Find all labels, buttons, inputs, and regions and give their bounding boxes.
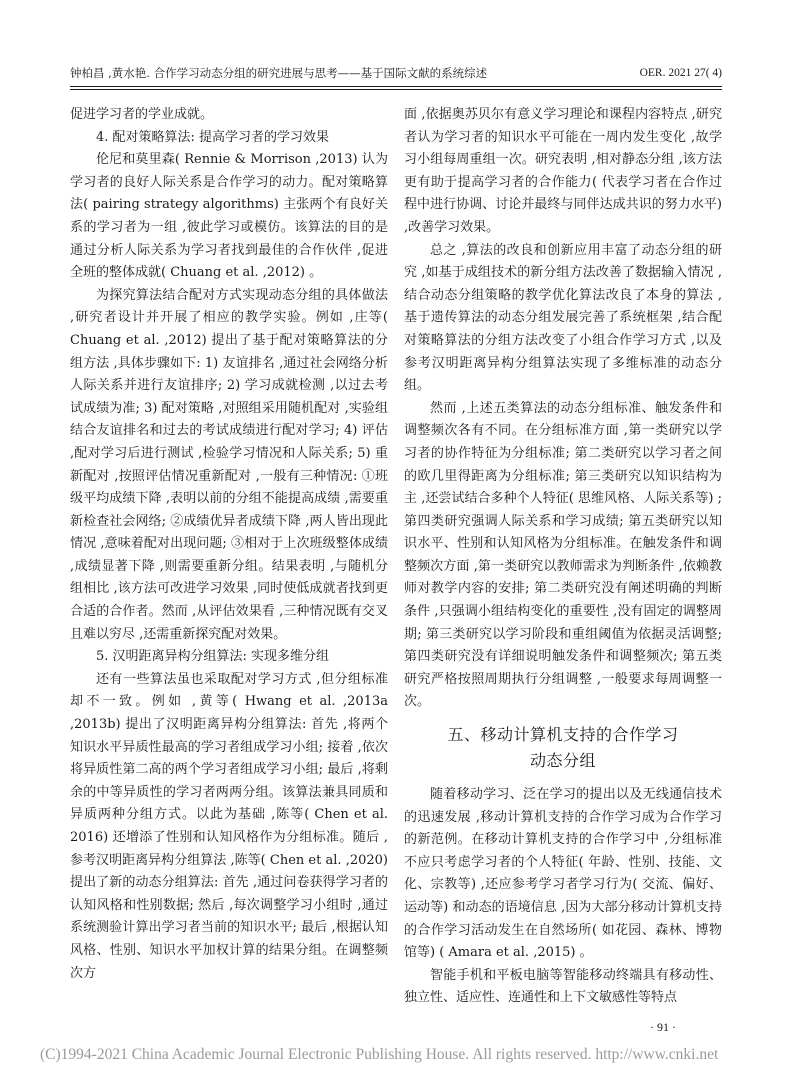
page-number: · 91 · <box>650 1020 676 1034</box>
subheading-pairing-strategy: 4. 配对策略算法: 提高学习者的学习效果 <box>96 129 330 145</box>
section-title <box>404 722 722 774</box>
right-column <box>404 104 722 1010</box>
paragraph: 智能手机和平板电脑等智能移动终端具有移动性、独立性、适应性、连通性和上下文敏感性等特点 <box>404 967 722 1006</box>
paragraph: 伦尼和莫里森( Rennie & Morrison ,2013) 认为学习者的良好人际关系是合作学习的动力。配对策略算法( pairing strategy algorithms) 主张两个有良好关系的学习者为一组 ,彼此学习或模仿。该算法的目的是通过分析人际关系为学习者找到最佳的合作伙伴 ,促进全班的整体成就( Chuang et al. ,2012) 。 <box>70 152 388 281</box>
running-title: 钟柏昌 ,黄水艳. 合作学习动态分组的研究进展与思考——基于国际文献的系统综述 <box>70 66 488 80</box>
paragraph: 还有一些算法虽也采取配对学习方式 ,但分组标准却不一致。例如 ,黄等( Hwang et al. ,2013a ,2013b) 提出了汉明距离异构分组算法: 首先 ,将两个知识水平异质性最高的学习者组成学习小组; 接着 ,依次将异质性第二高的两个学习者组成学习小组; 最后 ,将剩余的中等异质性的学习者两两分组。该算法兼具同质和异质两种分组方式。以此为基础 ,陈等( Chen et al. 2016) 还增添了性别和认知风格作为分组标准。随后 ,参考汉明距离异构分组算法 ,陈等( Chen et al. ,2020) 提出了新的动态分组算法: 首先 ,通过问卷获得学习者的认知风格和性别数据; 然后 ,每次调整学习小组时 ,通过系统测验计算出学习者当前的知识水平; 最后 ,根据认知风格、性别、知识水平加权计算的结果分组。在调整频次方 <box>70 671 388 981</box>
paragraph: 面 ,依据奥苏贝尔有意义学习理论和课程内容特点 ,研究者认为学习者的知识水平可能在一周内发生变化 ,故学习小组每周重组一次。研究表明 ,相对静态分组 ,该方法更有助于提高学习者的合作能力( 代表学习者在合作过程中进行协调、讨论并最终与同伴达成共识的努力水平) ,改善学习效果。 <box>404 107 722 235</box>
left-column <box>70 104 388 985</box>
paragraph: 总之 ,算法的改良和创新应用丰富了动态分组的研究 ,如基于成组技术的新分组方法改善了数据输入情况 ,结合动态分组策略的教学优化算法改良了本身的算法 ,基于遗传算法的动态分组发展完善了系统框架 ,结合配对策略算法的分组方法改变了小组合作学习方式 ,以及参考汉明距离异构分组算法实现了多维标准的动态分组。 <box>404 242 722 394</box>
header-rule-thin <box>70 89 722 90</box>
section-title-line1: 五、移动计算机支持的合作学习 <box>447 725 679 745</box>
copyright-footer: (C)1994-2021 China Academic Journal Electronic Publishing House. All rights reserved. http://www.cnki.net <box>40 1046 719 1063</box>
running-header <box>70 64 722 82</box>
paragraph: 促进学习者的学业成就。 <box>70 107 214 122</box>
journal-issue: OER. 2021 27( 4) <box>639 67 722 79</box>
header-rule <box>70 86 722 87</box>
paragraph: 随着移动学习、泛在学习的提出以及无线通信技术的迅速发展 ,移动计算机支持的合作学习成为合作学习的新范例。在移动计算机支持的合作学习中 ,分组标准不应只考虑学习者的个人特征( 年龄、性别、技能、文化、宗教等) ,还应参考学习者学习行为( 交流、偏好、运动等) 和动态的语境信息 ,因为大部分移动计算机支持的合作学习活动发生在自然场所( 如花园、森林、博物馆等) ( Amara et al. ,2015) 。 <box>404 787 722 961</box>
section-title-line2: 动态分组 <box>529 751 596 771</box>
subheading-hamming-distance: 5. 汉明距离异构分组算法: 实现多维分组 <box>96 649 330 665</box>
paragraph: 为探究算法结合配对方式实现动态分组的具体做法 ,研究者设计并开展了相应的教学实验。例如 ,庄等( Chuang et al. ,2012) 提出了基于配对策略算法的分组方法 ,具体步骤如下: 1) 友谊排名 ,通过社会网络分析人际关系并进行友谊排序; 2) 学习成就检测 ,以过去考试成绩为准; 3) 配对策略 ,对照组采用随机配对 ,实验组结合友谊排名和过去的考试成绩进行配对学习; 4) 评估 ,配对学习后进行测试 ,检验学习情况和人际关系; 5) 重新配对 ,按照评估情况重新配对 ,一般有三种情况: ①班级平均成绩下降 ,表明以前的分组不能提高成绩 ,需要重新检查社会网络; ②成绩优异者成绩下降 ,两人皆出现此情况 ,意味着配对出现问题; ③相对于上次班级整体成绩 ,成绩显著下降 ,则需要重新分组。结果表明 ,与随机分组相比 ,该方法可改进学习效果 ,同时使低成就者找到更合适的合作者。然而 ,从评估效果看 ,三种情况既有交叉且难以穷尽 ,还需重新探究配对效果。 <box>70 287 388 642</box>
paragraph: 然而 ,上述五类算法的动态分组标准、触发条件和调整频次各有不同。在分组标准方面 ,第一类研究以学习者的协作特征为分组标准; 第二类研究以学习者之间的欧几里得距离为分组标准; 第三类研究以知识结构为主 ,还尝试结合多种个人特征( 思维风格、人际关系等) ; 第四类研究强调人际关系和学习成绩; 第五类研究以知识水平、性别和认知风格为分组标准。在触发条件和调整频次方面 ,第一类研究以教师需求为判断条件 ,依赖教师对教学内容的安排; 第二类研究没有阐述明确的判断条件 ,只强调小组结构变化的重要性 ,没有固定的调整周期; 第三类研究以学习阶段和重组阈值为依据灵活调整; 第四类研究没有详细说明触发条件和调整频次; 第五类研究严格按照周期执行分组调整 ,一般要求每周调整一次。 <box>404 400 722 710</box>
